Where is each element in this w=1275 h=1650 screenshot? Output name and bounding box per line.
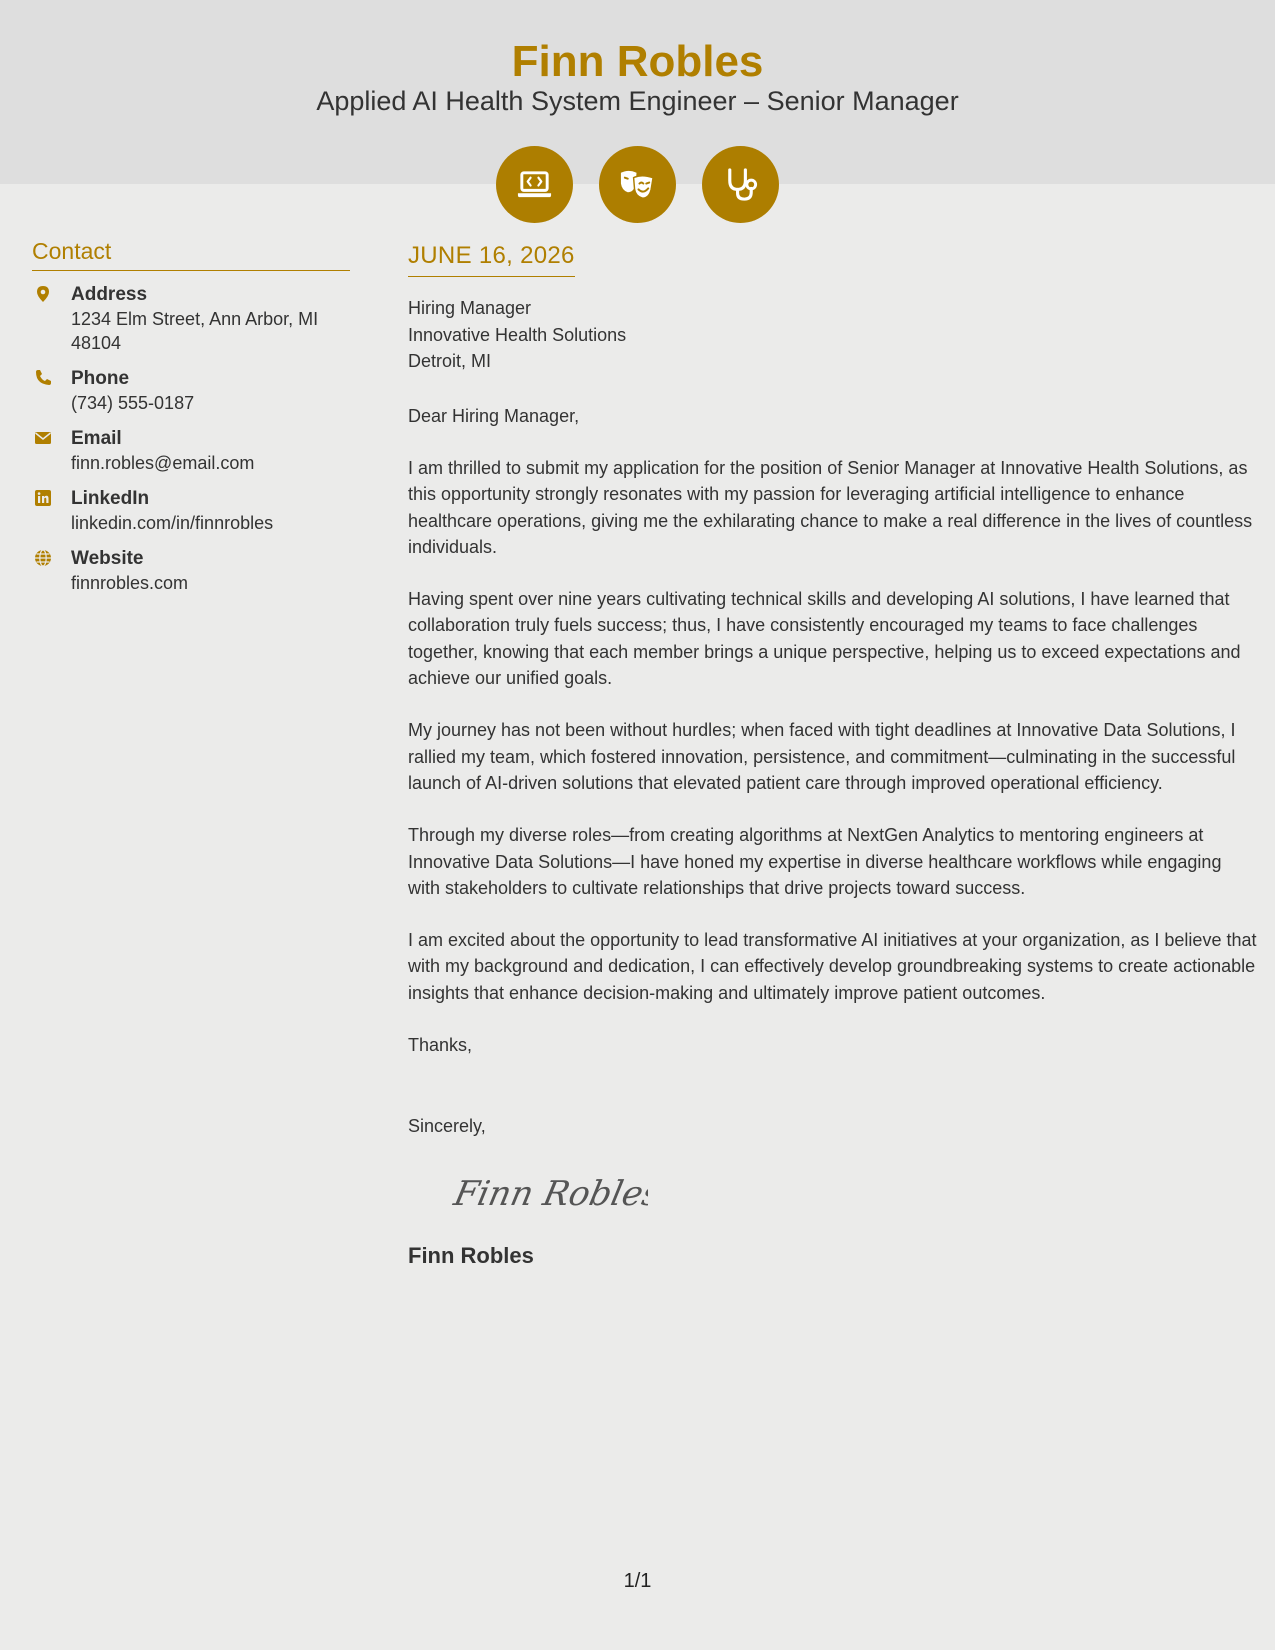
theater-masks-icon [599,146,676,223]
letter-body [408,240,1258,1270]
envelope-icon [34,429,52,447]
recipient-line: Hiring Manager [408,298,532,318]
globe-icon [34,549,52,567]
recipient-line: Detroit, MI [408,351,492,371]
signed-name: Finn Robles [408,1243,534,1269]
letter-paragraph: Having spent over nine years cultivating technical skills and developing AI solutions, I have learned that collaboration truly fuels success; thus, I have consistently encouraged my teams to face challenges together, knowing that each member brings a unique perspective, helping us to exceed expectations and achieve our unified goals. [408,589,1241,689]
contact-label: Phone [71,368,130,389]
letter-paragraph: My journey has not been without hurdles; when faced with tight deadlines at Innovative Data Solutions, I rallied my team, which fostered innovation, persistence, and commitment—culminating in the successful launch of AI-driven solutions that elevated patient care through improved operational efficiency. [408,720,1236,793]
contact-list [32,283,350,595]
recipient-block [408,295,1258,375]
contact-sidebar [32,236,350,607]
contact-item-phone [32,367,350,415]
svg-text:Finn Robles: Finn Robles [450,1174,648,1214]
contact-label: Address [71,284,148,305]
handwritten-signature [448,1169,648,1217]
recipient-line: Innovative Health Solutions [408,324,627,345]
location-pin-icon [34,285,52,303]
contact-item-linkedin [32,487,350,535]
letter-paragraph: Through my diverse roles—from creating algorithms at NextGen Analytics to mentoring engineers at Innovative Data Solutions—I have honed my expertise in diverse healthcare workflows while engaging with stakeholders to cultivate relationships that drive projects toward success. [408,825,1222,898]
contact-label: LinkedIn [71,488,150,509]
applicant-name: Finn Robles [511,37,764,86]
contact-label: Email [71,428,122,449]
contact-heading: Contact [32,236,350,271]
contact-value: linkedin.com/in/finnrobles [71,513,274,533]
linkedin-icon [34,489,52,507]
header-icon-row [496,146,780,223]
salutation: Dear Hiring Manager, [408,405,580,426]
contact-value: finnrobles.com [71,573,189,593]
contact-item-email [32,427,350,475]
laptop-code-icon [496,146,573,223]
phone-icon [34,369,52,387]
contact-item-address [32,283,350,355]
contact-item-website [32,547,350,595]
page-number: 1/1 [623,1570,652,1592]
contact-value: (734) 555-0187 [71,393,195,413]
contact-label: Website [71,548,144,569]
contact-value: 1234 Elm Street, Ann Arbor, MI 48104 [71,309,319,353]
contact-value: finn.robles@email.com [71,453,255,473]
closing-line: Sincerely, [408,1115,486,1136]
job-title: Applied AI Health System Engineer – Senior Manager [316,86,959,116]
letter-date: JUNE 16, 2026 [408,240,575,277]
thanks-line: Thanks, [408,1035,473,1056]
letter-paragraph: I am thrilled to submit my application for the position of Senior Manager at Innovative Health Solutions, as this opportunity strongly resonates with my passion for leveraging artificial intelligence to enhance healthcare operations, giving me the exhilarating chance to make a real difference in the lives of countless individuals. [408,458,1253,557]
stethoscope-icon [702,146,779,223]
letter-paragraph: I am excited about the opportunity to lead transformative AI initiatives at your organization, as I believe that with my background and dedication, I can effectively develop groundbreaking systems to create actionable insights that enhance decision-making and ultimately improve patient outcomes. [408,930,1257,1003]
